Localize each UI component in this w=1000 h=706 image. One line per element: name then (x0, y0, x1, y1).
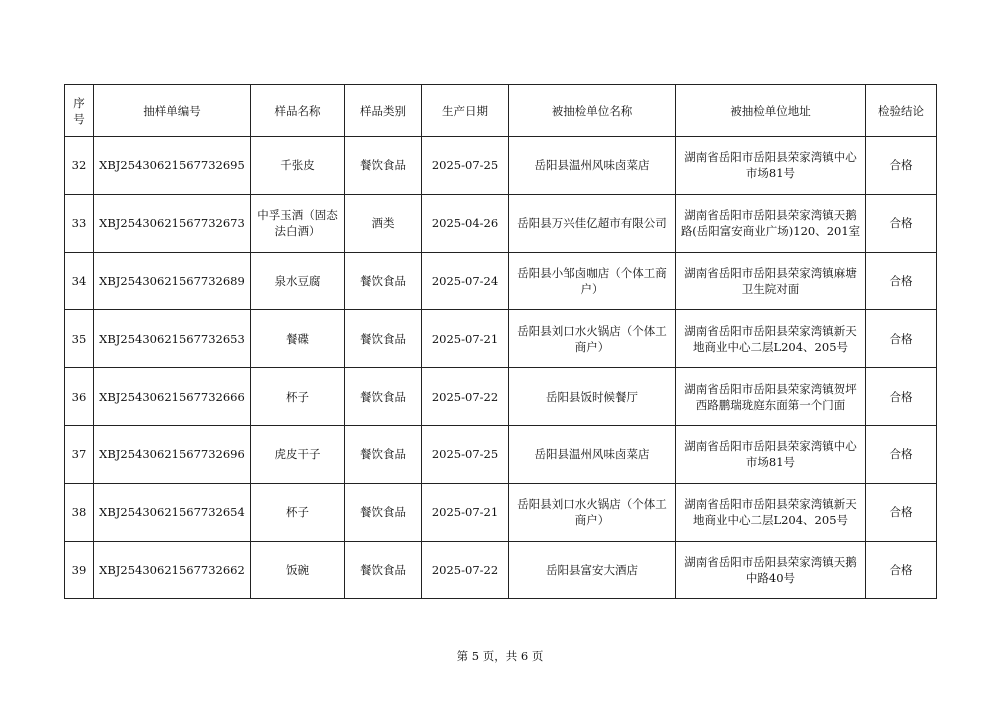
cell-production-date: 2025-07-25 (422, 425, 509, 483)
cell-production-date: 2025-07-24 (422, 252, 509, 310)
cell-sample-category: 餐饮食品 (345, 252, 422, 310)
table-row (65, 541, 937, 599)
header-production-date: 生产日期 (422, 85, 509, 137)
header-index: 序号 (65, 85, 94, 137)
results-table (64, 84, 937, 599)
table-row (65, 252, 937, 310)
cell-index: 34 (65, 252, 94, 310)
cell-unit-address: 湖南省岳阳市岳阳县荣家湾镇新天地商业中心二层L204、205号 (676, 483, 866, 541)
cell-unit-name: 岳阳县富安大酒店 (509, 541, 676, 599)
cell-sample-id: XBJ25430621567732666 (94, 368, 251, 426)
table-row (65, 310, 937, 368)
page-number: 第 5 页，共 6 页 (456, 649, 544, 663)
cell-sample-id: XBJ25430621567732696 (94, 425, 251, 483)
cell-production-date: 2025-07-25 (422, 137, 509, 195)
cell-unit-name: 岳阳县刘口水火锅店（个体工商户） (509, 483, 676, 541)
cell-sample-id: XBJ25430621567732662 (94, 541, 251, 599)
cell-unit-address: 湖南省岳阳市岳阳县荣家湾镇天鹅中路40号 (676, 541, 866, 599)
header-sample-id: 抽样单编号 (94, 85, 251, 137)
cell-sample-name: 餐碟 (251, 310, 345, 368)
cell-unit-name: 岳阳县饭时候餐厅 (509, 368, 676, 426)
cell-sample-id: XBJ25430621567732673 (94, 194, 251, 252)
cell-unit-address: 湖南省岳阳市岳阳县荣家湾镇中心市场81号 (676, 425, 866, 483)
cell-result: 合格 (866, 252, 937, 310)
cell-sample-name: 杯子 (251, 483, 345, 541)
table-row (65, 368, 937, 426)
cell-sample-name: 虎皮干子 (251, 425, 345, 483)
cell-index: 33 (65, 194, 94, 252)
cell-index: 36 (65, 368, 94, 426)
cell-production-date: 2025-04-26 (422, 194, 509, 252)
cell-unit-name: 岳阳县温州风味卤菜店 (509, 425, 676, 483)
cell-sample-category: 餐饮食品 (345, 368, 422, 426)
cell-production-date: 2025-07-21 (422, 310, 509, 368)
cell-sample-category: 餐饮食品 (345, 310, 422, 368)
cell-sample-id: XBJ25430621567732689 (94, 252, 251, 310)
cell-production-date: 2025-07-21 (422, 483, 509, 541)
cell-sample-name: 杯子 (251, 368, 345, 426)
cell-sample-name: 中孚玉酒（固态法白酒） (251, 194, 345, 252)
cell-unit-name: 岳阳县温州风味卤菜店 (509, 137, 676, 195)
cell-unit-address: 湖南省岳阳市岳阳县荣家湾镇麻塘卫生院对面 (676, 252, 866, 310)
header-unit-address: 被抽检单位地址 (676, 85, 866, 137)
cell-sample-id: XBJ25430621567732653 (94, 310, 251, 368)
cell-sample-category: 餐饮食品 (345, 425, 422, 483)
cell-sample-name: 千张皮 (251, 137, 345, 195)
cell-result: 合格 (866, 541, 937, 599)
cell-result: 合格 (866, 137, 937, 195)
cell-result: 合格 (866, 368, 937, 426)
cell-result: 合格 (866, 425, 937, 483)
cell-result: 合格 (866, 483, 937, 541)
cell-sample-name: 泉水豆腐 (251, 252, 345, 310)
header-sample-name: 样品名称 (251, 85, 345, 137)
cell-production-date: 2025-07-22 (422, 541, 509, 599)
table-row (65, 194, 937, 252)
header-result: 检验结论 (866, 85, 937, 137)
cell-index: 35 (65, 310, 94, 368)
table-row (65, 483, 937, 541)
table-row (65, 137, 937, 195)
cell-index: 37 (65, 425, 94, 483)
cell-index: 32 (65, 137, 94, 195)
cell-unit-address: 湖南省岳阳市岳阳县荣家湾镇中心市场81号 (676, 137, 866, 195)
cell-unit-name: 岳阳县小邹卤咖店（个体工商户） (509, 252, 676, 310)
cell-sample-category: 餐饮食品 (345, 137, 422, 195)
cell-result: 合格 (866, 310, 937, 368)
cell-sample-id: XBJ25430621567732695 (94, 137, 251, 195)
cell-unit-name: 岳阳县刘口水火锅店（个体工商户） (509, 310, 676, 368)
header-sample-category: 样品类别 (345, 85, 422, 137)
cell-unit-name: 岳阳县万兴佳亿超市有限公司 (509, 194, 676, 252)
cell-production-date: 2025-07-22 (422, 368, 509, 426)
header-unit-name: 被抽检单位名称 (509, 85, 676, 137)
cell-sample-category: 餐饮食品 (345, 483, 422, 541)
cell-index: 39 (65, 541, 94, 599)
cell-result: 合格 (866, 194, 937, 252)
cell-index: 38 (65, 483, 94, 541)
cell-unit-address: 湖南省岳阳市岳阳县荣家湾镇天鹅路(岳阳富安商业广场)120、201室 (676, 194, 866, 252)
cell-sample-name: 饭碗 (251, 541, 345, 599)
cell-sample-id: XBJ25430621567732654 (94, 483, 251, 541)
cell-sample-category: 酒类 (345, 194, 422, 252)
table-row (65, 425, 937, 483)
cell-sample-category: 餐饮食品 (345, 541, 422, 599)
cell-unit-address: 湖南省岳阳市岳阳县荣家湾镇新天地商业中心二层L204、205号 (676, 310, 866, 368)
table-header-row (65, 85, 937, 137)
cell-unit-address: 湖南省岳阳市岳阳县荣家湾镇贺坪西路鹏瑞珑庭东面第一个门面 (676, 368, 866, 426)
